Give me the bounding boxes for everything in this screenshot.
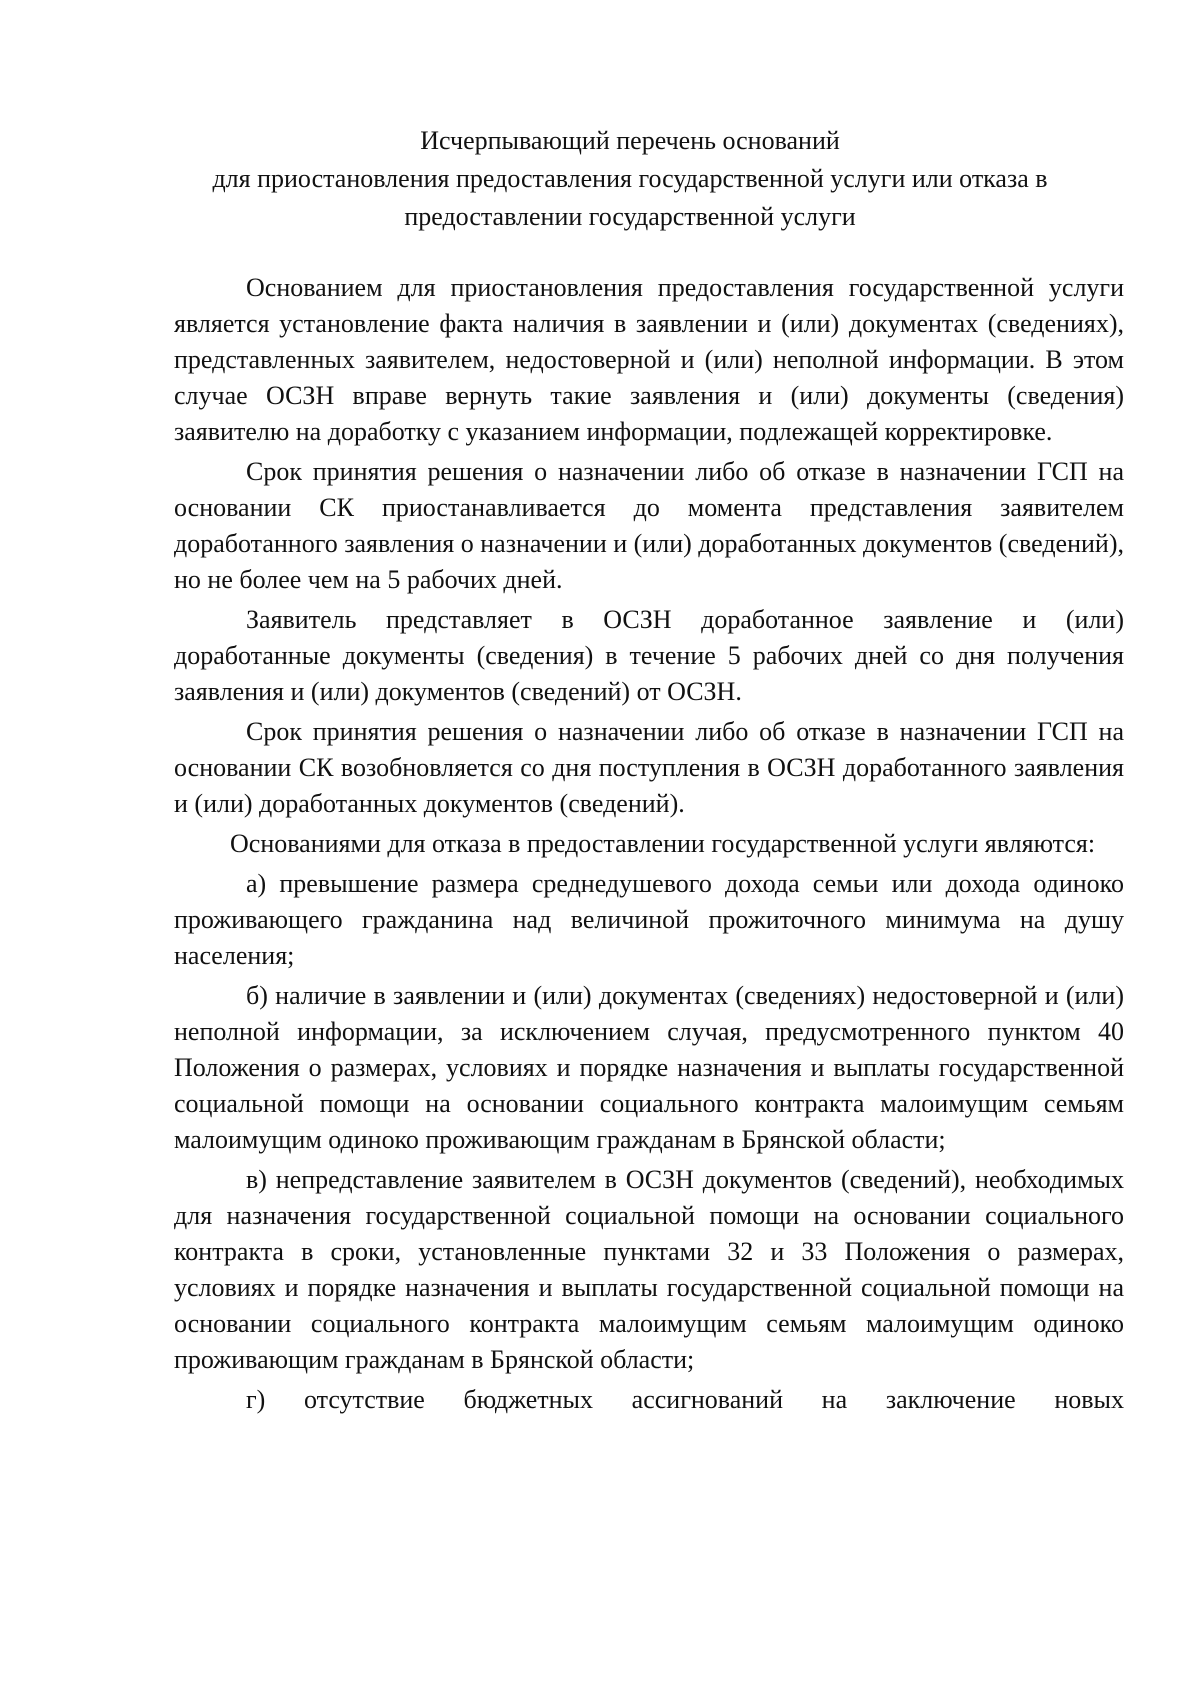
document-body (174, 270, 1124, 1422)
paragraph-applicant-submission: Заявитель представляет в ОСЗН доработанное заявление и (или) доработанные документы (сведения) в течение 5 рабочих дней со дня получения заявления и (или) документов (сведений) от ОСЗН. (174, 605, 1124, 706)
list-item-g: г) отсутствие бюджетных ассигнований на заключение новых (246, 1385, 1124, 1414)
document-title (150, 122, 1110, 236)
list-item-a: а) превышение размера среднедушевого дохода семьи или дохода одиноко проживающего гражданина над величиной прожиточного минимума на душу населения; (174, 869, 1124, 970)
title-line-3: предоставлении государственной услуги (404, 202, 856, 231)
list-item-b: б) наличие в заявлении и (или) документах (сведениях) недостоверной и (или) неполной информации, за исключением случая, предусмотренного пунктом 40 Положения о размерах, условиях и порядке назначения и выплаты государственной социальной помощи на основании социального контракта малоимущим семьям малоимущим одиноко проживающим гражданам в Брянской области; (174, 981, 1124, 1154)
title-line-2: для приостановления предоставления государственной услуги или отказа в (212, 164, 1048, 193)
paragraph-suspension-grounds: Основанием для приостановления предоставления государственной услуги является установление факта наличия в заявлении и (или) документах (сведениях), представленных заявителем, недостоверной и (или) неполной информации. В этом случае ОСЗН вправе вернуть такие заявления и (или) документы (сведения) заявителю на доработку с указанием информации, подлежащей корректировке. (174, 273, 1124, 446)
paragraph-refusal-grounds-intro: Основаниями для отказа в предоставлении государственной услуги являются: (230, 829, 1096, 858)
list-item-v: в) непредставление заявителем в ОСЗН документов (сведений), необходимых для назначения государственной социальной помощи на основании социального контракта в сроки, установленные пунктами 32 и 33 Положения о размерах, условиях и порядке назначения и выплаты государственной социальной помощи на основании социального контракта малоимущим семьям малоимущим одиноко проживающим гражданам в Брянской области; (174, 1165, 1124, 1374)
paragraph-suspension-term: Срок принятия решения о назначении либо об отказе в назначении ГСП на основании СК приостанавливается до момента представления заявителем доработанного заявления о назначении и (или) доработанных документов (сведений), но не более чем на 5 рабочих дней. (174, 457, 1124, 594)
title-line-1: Исчерпывающий перечень оснований (420, 126, 840, 155)
paragraph-term-resumption: Срок принятия решения о назначении либо об отказе в назначении ГСП на основании СК возобновляется со дня поступления в ОСЗН доработанного заявления и (или) доработанных документов (сведений). (174, 717, 1124, 818)
